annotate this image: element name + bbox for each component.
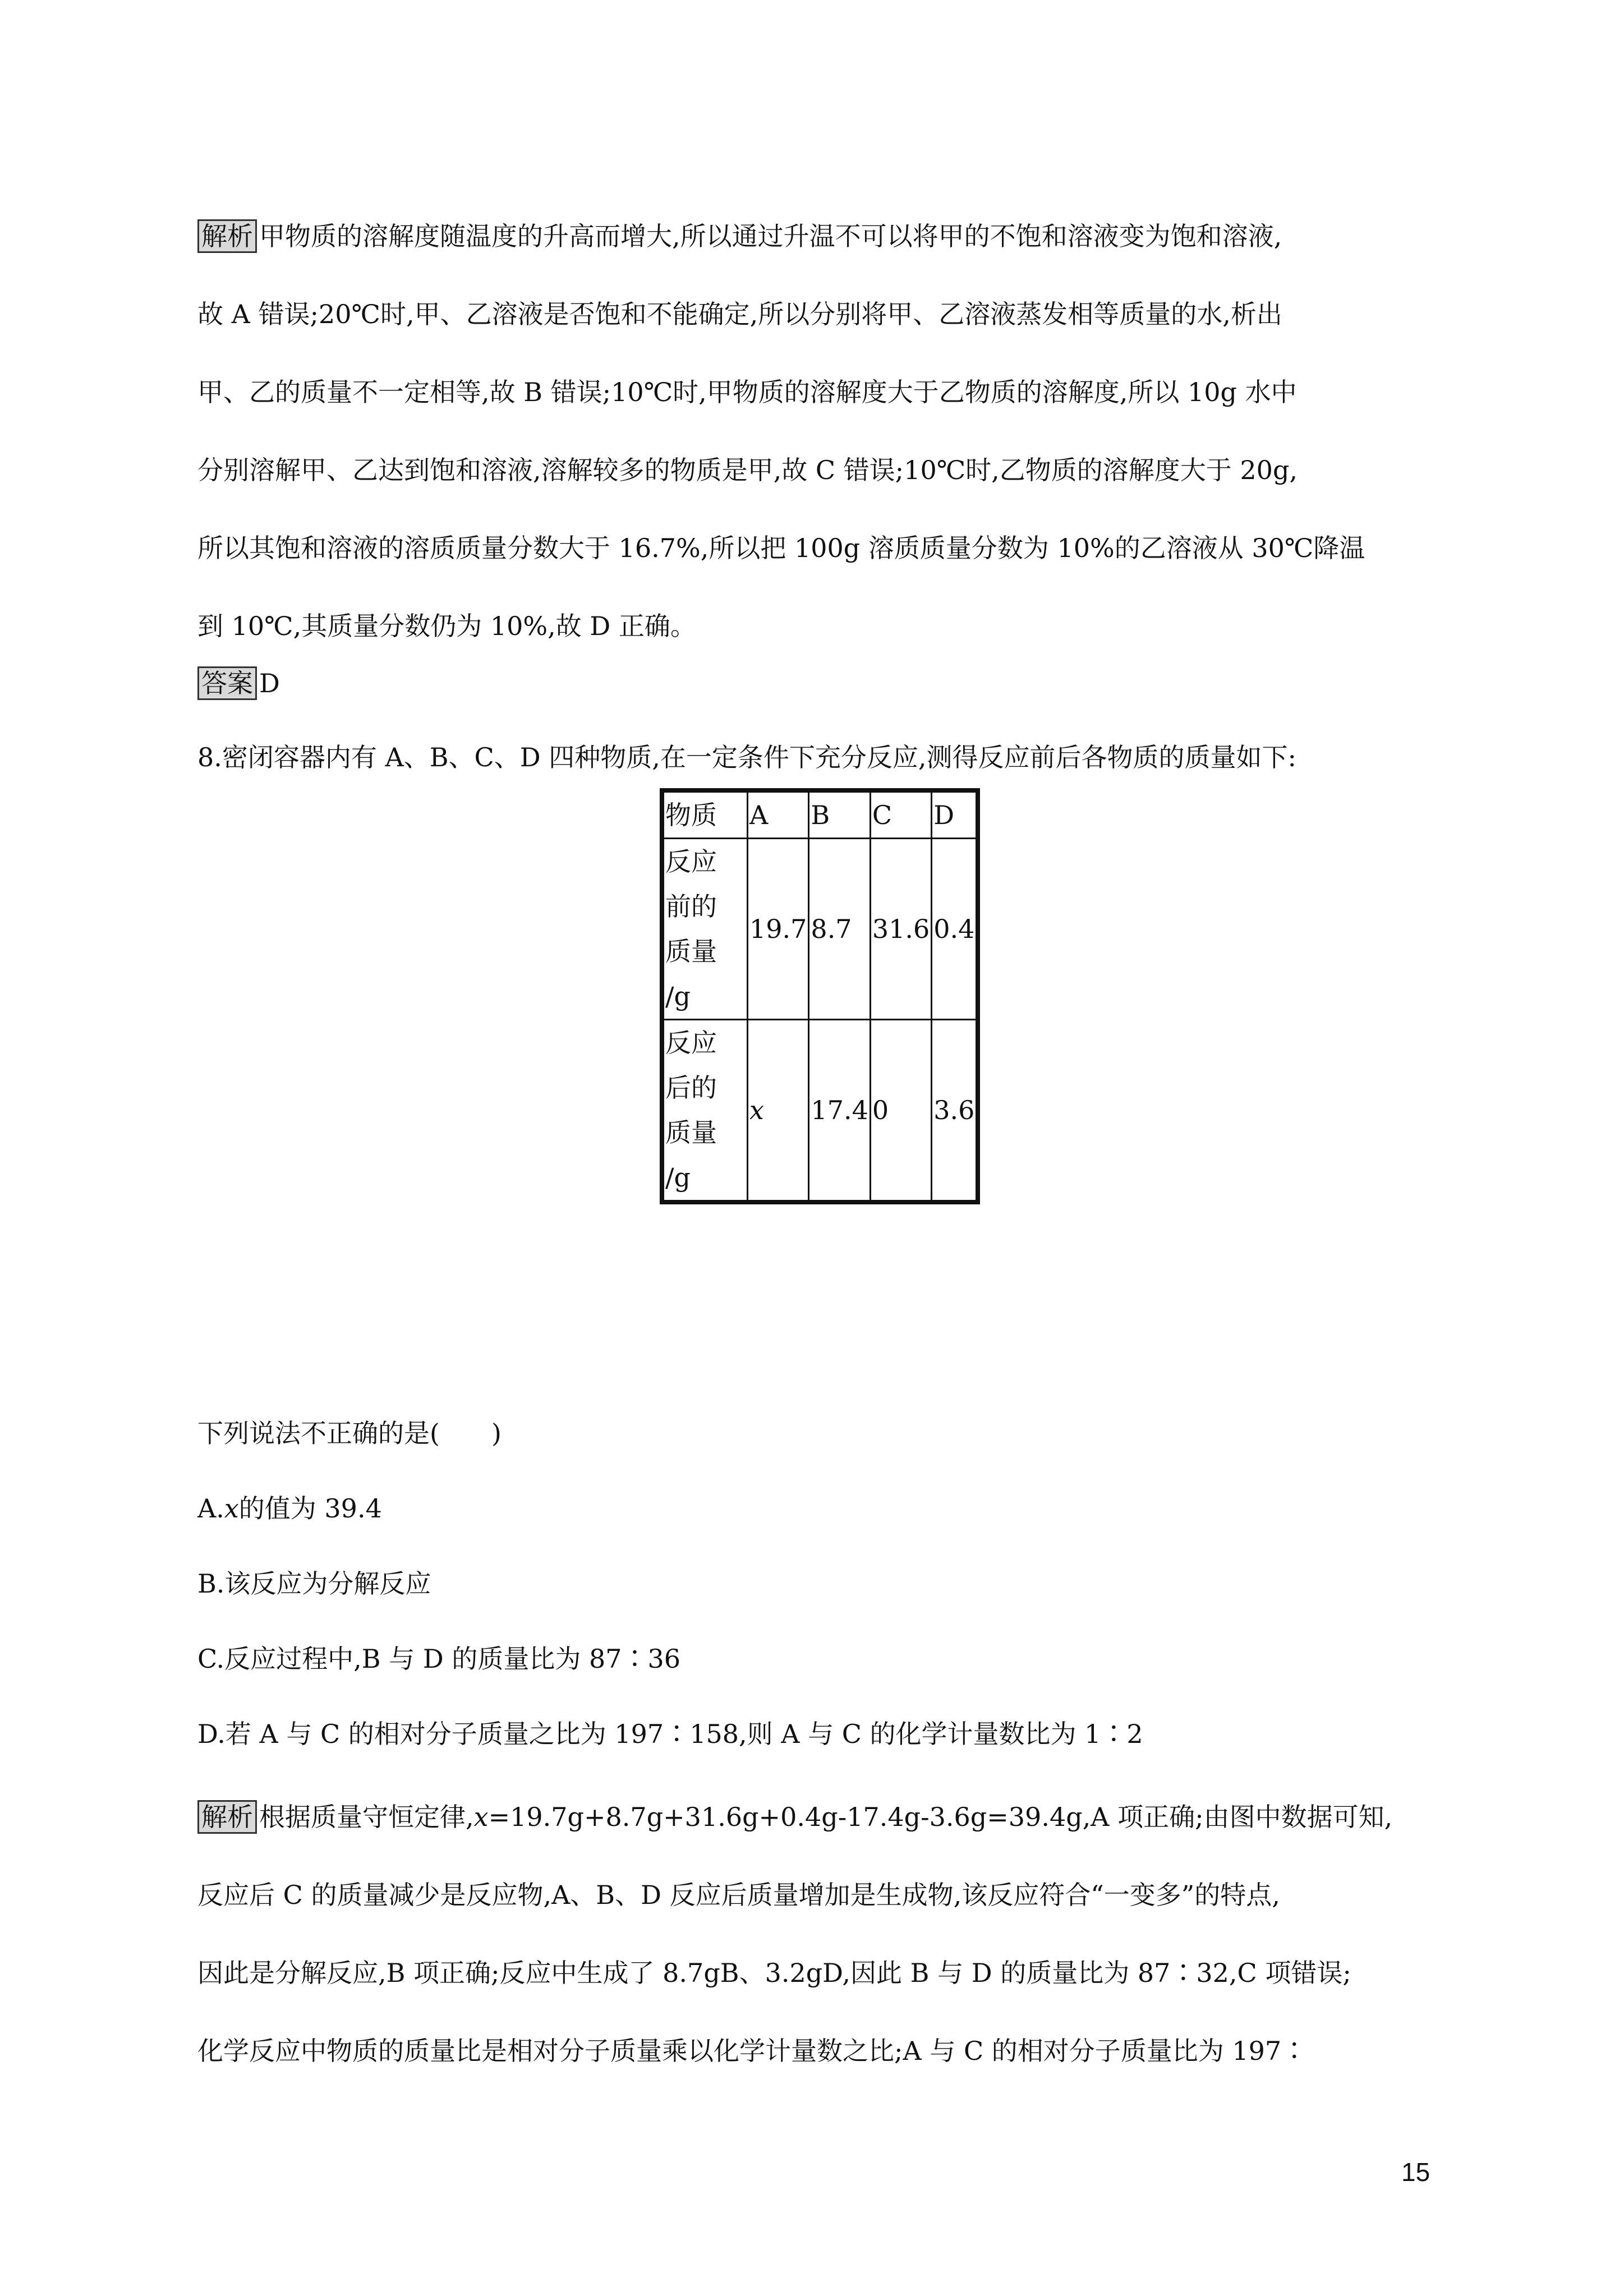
table-row-before [662, 839, 978, 1020]
analysis-line: 因此是分解反应,B 项正确;反应中生成了 8.7gB、3.2gD,因此 B 与 D 的质量比为 87∶32,C 项错误; [197, 1958, 1351, 1988]
analysis-line: 故 A 错误;20℃时,甲、乙溶液是否饱和不能确定,所以分别将甲、乙溶液蒸发相等质量的水,析出 [197, 299, 1282, 329]
table-row-after [662, 1020, 978, 1203]
analysis-line: 甲、乙的质量不一定相等,故 B 错误;10℃时,甲物质的溶解度大于乙物质的溶解度,所以 10g 水中 [197, 377, 1297, 407]
table-cell: 0 [870, 1020, 931, 1203]
option-c: C.反应过程中,B 与 D 的质量比为 87∶36 [197, 1644, 681, 1674]
analysis-line: 所以其饱和溶液的溶质质量分数大于 16.7%,所以把 100g 溶质质量分数为 10%的乙溶液从 30℃降温 [197, 533, 1365, 563]
table-cell: 3.6 [932, 1020, 978, 1203]
table-cell: 17.4 [809, 1020, 870, 1203]
analysis-line: 反应后 C 的质量减少是反应物,A、B、D 反应后质量增加是生成物,该反应符合“一变多”的特点, [197, 1880, 1280, 1910]
table-cell: x [748, 1020, 809, 1203]
row-label-after: 反应 后的 质量 /g [662, 1020, 748, 1203]
table-header-cell: 物质 [662, 790, 748, 839]
analysis-line: 到 10℃,其质量分数仍为 10%,故 D 正确。 [197, 611, 696, 641]
table-cell: 31.6 [870, 839, 931, 1020]
question-prompt: 下列说法不正确的是( ) [197, 1418, 502, 1448]
analysis-label: 解析 [197, 1800, 257, 1834]
analysis-block-1 [197, 197, 1437, 665]
answer-label: 答案 [197, 666, 257, 700]
table-header-cell: C [870, 790, 931, 839]
analysis-line: 化学反应中物质的质量比是相对分子质量乘以化学计量数之比;A 与 C 的相对分子质量比为 197∶ [197, 2036, 1308, 2066]
analysis-line: 解析 根据质量守恒定律,x=19.7g+8.7g+31.6g+0.4g-17.4g-3.6g=39.4g,A 项正确;由图中数据可知, [197, 1778, 1437, 1856]
table-header-cell: B [809, 790, 870, 839]
question-stem: 8.密闭容器内有 A、B、C、D 四种物质,在一定条件下充分反应,测得反应前后各物质的质量如下: [197, 742, 1296, 772]
analysis-line: 解析 甲物质的溶解度随温度的升高而增大,所以通过升温不可以将甲的不饱和溶液变为饱和溶液, [197, 197, 1437, 275]
row-label-before: 反应 前的 质量 /g [662, 839, 748, 1020]
analysis-block-2 [197, 1778, 1437, 2090]
mass-table [660, 788, 980, 1204]
option-b: B.该反应为分解反应 [197, 1568, 431, 1599]
table-header-row [662, 790, 978, 839]
answer-line [197, 666, 280, 700]
table-cell: 0.4 [932, 839, 978, 1020]
option-a: A.x的值为 39.4 [197, 1493, 382, 1524]
table-header-cell: D [932, 790, 978, 839]
page-number: 15 [1401, 2157, 1430, 2187]
option-d: D.若 A 与 C 的相对分子质量之比为 197∶158,则 A 与 C 的化学计量数比为 1∶2 [197, 1719, 1143, 1749]
table-cell: 8.7 [809, 839, 870, 1020]
analysis-line: 分别溶解甲、乙达到饱和溶液,溶解较多的物质是甲,故 C 错误;10℃时,乙物质的溶解度大于 20g, [197, 455, 1298, 485]
table-cell: 19.7 [748, 839, 809, 1020]
analysis-label: 解析 [197, 219, 257, 253]
table-header-cell: A [748, 790, 809, 839]
answer-value: D [259, 668, 280, 698]
